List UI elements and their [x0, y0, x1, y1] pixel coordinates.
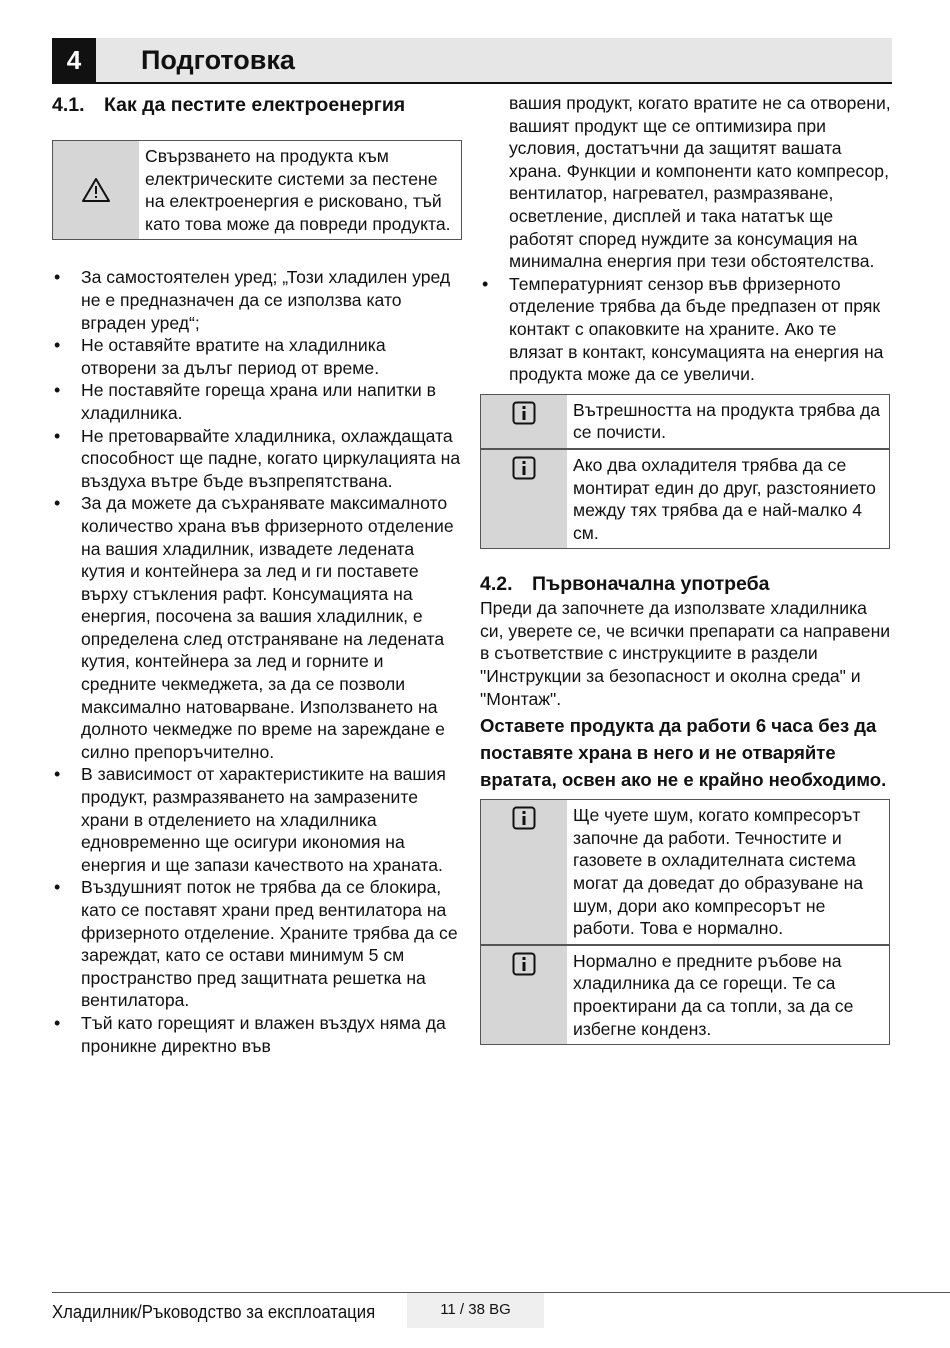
list-item: • За самостоятелен уред; „Този хладилен уред не е предназначен да се използва като вграден уред“;	[52, 266, 462, 334]
info-icon	[512, 952, 536, 976]
info-note	[480, 394, 890, 449]
list-item: • Не оставяйте вратите на хладилника отворени за дълъг период от време.	[52, 334, 462, 379]
info-icon	[512, 456, 536, 480]
right-column	[480, 92, 892, 1045]
info-icon-cell	[481, 395, 567, 448]
energy-tips-list	[52, 266, 462, 1057]
section-title: Първоначална употреба	[532, 573, 770, 596]
emphasis-paragraph: Оставете продукта да работи 6 часа без да поставяте храна в него и не отваряйте вратата, освен ако не е крайно необходимо.	[480, 715, 887, 791]
info-note-text: Ще чуете шум, когато компресорът започне да работи. Течностите и газовете в охладителната система могат да доведат до образуване на шум, дори ако компресорът не работи. Това е нормално.	[573, 805, 864, 939]
info-icon-cell	[481, 450, 567, 548]
chapter-header	[52, 38, 892, 84]
info-icon	[512, 401, 536, 425]
list-item: • Температурният сензор във фризерното отделение трябва да бъде предпазен от пряк контакт с опаковките на храните. Ако те влязат в контакт, консумацията на енергия на продукта може да се увеличи.	[480, 273, 892, 386]
section-heading-4-1	[52, 92, 462, 118]
page-number: 11 / 38 BG	[407, 1293, 544, 1328]
list-item: • За да можете да съхранявате максималното количество храна във фризерното отделение на вашия хладилник, извадете ледената кутия и контейнера за лед и ги поставете върху стъкления рафт. Консумацията на енергия, посочена за вашия хладилник, е определена след отстраняване на ледената кутия, контейнера за лед и горните и средните чекмеджета, за да се позволи максимално натоварване. Използването на долното чекмедже по време на зареждане е силно препоръчително.	[52, 492, 462, 763]
sensor-list	[480, 273, 892, 386]
info-note	[480, 449, 890, 549]
left-column	[52, 92, 462, 1057]
info-note	[480, 799, 890, 945]
info-notes-4-2	[480, 799, 890, 1045]
list-item: • Тъй като горещият и влажен въздух няма да проникне директно във	[52, 1012, 462, 1057]
info-notes-4-1	[480, 394, 890, 550]
list-item: • В зависимост от характеристиките на вашия продукт, размразяването на замразените храни в отделението на хладилника едновременно ще осигури икономия на енергия и ще запази качеството на храната.	[52, 763, 462, 876]
warning-icon-cell	[53, 141, 139, 239]
section-number: 4.1.	[52, 94, 85, 116]
list-item: • Не поставяйте гореща храна или напитки в хладилника.	[52, 379, 462, 424]
list-item: • Не претоварвайте хладилника, охлаждащата способност ще падне, когато циркулацията на въздуха вътре бъде възпрепятствана.	[52, 425, 462, 493]
info-icon-cell	[481, 946, 567, 1044]
section-number: 4.2.	[480, 573, 513, 596]
footer-title: Хладилник/Ръководство за експлоатация	[52, 1302, 376, 1322]
continued-text: вашия продукт, когато вратите не са отворени, вашият продукт ще се оптимизира при условия, достатъчни да защитят вашата храна. Функции и компоненти като компресор, вентилатор, нагревател, размразяване, осветление, дисплей и така нататък ще работят според нуждите за консумация на минимална енергия при тези обстоятелства.	[509, 93, 891, 272]
warning-icon	[81, 177, 111, 203]
info-note-text: Ако два охладителя трябва да се монтират един до друг, разстоянието между тях трябва да е най-малко 4 см.	[573, 454, 876, 543]
chapter-title: Подготовка	[141, 45, 295, 75]
section-intro: Преди да започнете да използвате хладилника си, уверете се, че всички препарати са направени в съответствие с инструкциите в раздели "Инструкции за безопасност и околна среда" и "Монтаж".	[480, 598, 891, 709]
chapter-number: 4	[52, 38, 96, 82]
warning-note	[52, 140, 462, 240]
list-item: • Въздушният поток не трябва да се блокира, като се поставят храни пред вентилатора на фризерното отделение. Храните трябва да се зареждат, като се остави минимум 5 см пространство пред защитната решетка на вентилатора.	[52, 876, 462, 1012]
info-note	[480, 945, 890, 1045]
info-note-text: Нормално е предните ръбове на хладилника да се горещи. Те са проектирани да са топли, за да се избегне конденз.	[573, 950, 854, 1039]
info-note-text: Вътрешността на продукта трябва да се почисти.	[573, 399, 881, 443]
info-icon	[512, 806, 536, 830]
info-icon-cell	[481, 800, 567, 944]
section-title: Как да пестите електроенергия	[104, 94, 406, 116]
warning-text: Свързването на продукта към електрическите системи за пестене на електроенергия е рисковано, тъй като това може да повреди продукта.	[145, 146, 451, 234]
section-heading-4-2	[480, 571, 892, 597]
